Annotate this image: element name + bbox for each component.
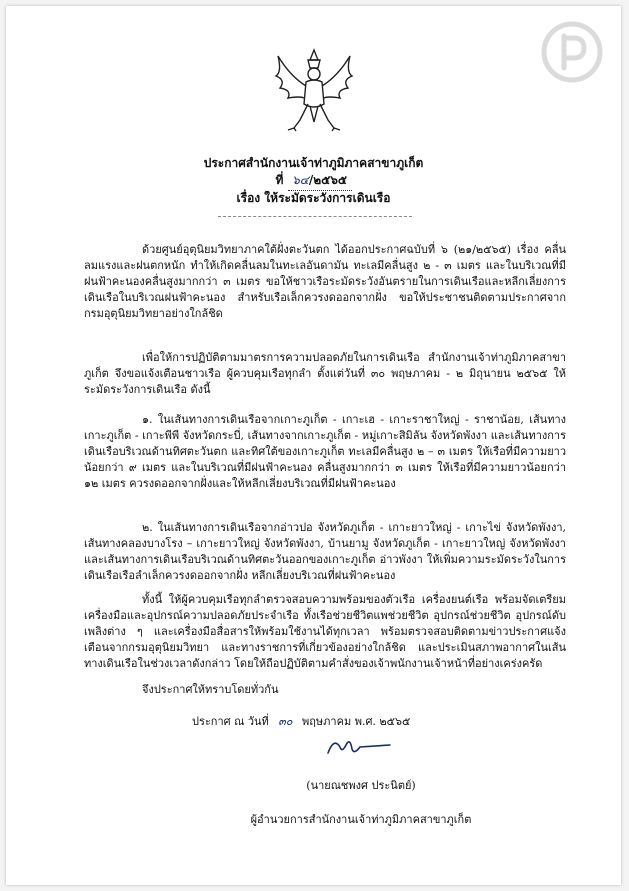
signer-title: ผู้อำนวยการสำนักงานเจ้าท่าภูมิภาคสาขาภูเก็ต	[250, 813, 472, 826]
number-prefix: ที่	[275, 173, 284, 187]
paragraph-route-2: ๒. ในเส้นทางการเดินเรือจากอ่าวปอ จังหวัดภูเก็ต - เกาะยาวใหญ่ - เกาะไข่ จังหวัดพังงา, เส้นทางคลองบางโรง – เกาะยาวใหญ่ จังหวัดพังงา, บ้านยามู จังหวัดภูเก็ต - เกาะยาวใหญ่ จังหวัดพังงา และเส้นทางการเดินเรือบริเวณด้านทิศตะวันออกของเกาะภูเก็ต อ่าวพังงา ให้เพิ่มความระมัดระวังในการเดินเรือเรือลำเล็กควรงดออกจากฝั่ง หลีกเลี่ยงบริเวณที่ฝนฟ้าคะนอง	[84, 521, 566, 582]
paragraph-closing: จึงประกาศให้ทราบโดยทั่วกัน	[142, 683, 279, 696]
garuda-emblem-icon	[268, 46, 360, 132]
number-value	[288, 171, 352, 191]
paragraph-weather-notice: ด้วยศูนย์อุตุนิยมวิทยาภาคใต้ฝั่งตะวันตก ได้ออกประกาศฉบับที่ ๖ (๒๑/๒๕๖๕) เรื่อง คลื่นลมแรงและฝนตกหนัก ทำให้เกิดคลื่นลมในทะเลอันดามัน ทะเลมีคลื่นสูง ๒ - ๓ เมตร และในบริเวณที่มีฝนฟ้าคะนองคลื่นสูงมากกว่า ๓ เมตร ขอให้ชาวเรือระมัดระวังอันตรายในการเดินเรือและหลีกเลี่ยงการเดินเรือในบริเวณฝนฟ้าคะนอง สำหรับเรือเล็กควรงดออกจากฝั่ง ขอให้ประชาชนติดตามประกาศจากกรมอุตุนิยมวิทยาอย่างใกล้ชิด	[84, 243, 566, 320]
paragraph-safety-measures: เพื่อให้การปฏิบัติตามมาตรการความปลอดภัยในการเดินเรือ สำนักงานเจ้าท่าภูมิภาคสาขาภูเก็ต จึงขอแจ้งเตือนชาวเรือ ผู้ควบคุมเรือทุกลำ ตั้งแต่วันที่ ๓๐ พฤษภาคม - ๒ มิถุนายน ๒๕๖๕ ให้ระมัดระวังการเดินเรือ ดังนี้	[84, 351, 566, 396]
document-number	[6, 171, 621, 191]
paragraph-route-1: ๑. ในเส้นทางการเดินเรือจากเกาะภูเก็ต - เกาะเฮ - เกาะราชาใหญ่ - ราชาน้อย, เส้นทางเกาะภูเก็ต - เกาะพีพี จังหวัดกระบี่, เส้นทางจากเกาะภูเก็ต - หมู่เกาะสิมิลัน จังหวัดพังงา และเส้นทางการเดินเรือบริเวณด้านทิศตะวันตก และทิศใต้ของเกาะภูเก็ต ทะเลมีคลื่นสูง ๒ – ๓ เมตร ให้เรือที่มีความยาวน้อยกว่า ๙ เมตร และในบริเวณที่มีฝนฟ้าคะนอง คลื่นสูงมากกว่า ๓ เมตร ให้เรือที่มีความยาวน้อยกว่า ๑๒ เมตร ควรงดออกจากฝั่งและให้หลีกเลี่ยงบริเวณที่มีฝนฟ้าคะนอง	[84, 413, 566, 490]
signature-icon	[324, 733, 394, 759]
date-suffix: พฤษภาคม พ.ศ. ๒๕๖๕	[302, 715, 411, 728]
paragraph-preparation: ทั้งนี้ ให้ผู้ควบคุมเรือทุกลำตรวจสอบความพร้อมของตัวเรือ เครื่องยนต์เรือ พร้อมจัดเตรียมเครื่องมือและอุปกรณ์ความปลอดภัยประจำเรือ ทั้งเรือช่วยชีวิตแพช่วยชีวิต อุปกรณ์ช่วยชีวิต อุปกรณ์ดับเพลิงต่าง ๆ และเครื่องมือสื่อสารให้พร้อมใช้งานได้ทุกเวลา พร้อมตรวจสอบติดตามข่าวประกาศแจ้งเตือนจากกรมอุตุนิยมวิทยา และทางราชการที่เกี่ยวข้องอย่างใกล้ชิด และประเมินสภาพอากาศในเส้นทางเดินเรือในช่วงเวลาดังกล่าว โดยให้ถือปฏิบัติตามคำสั่งของเจ้าพนักงานเจ้าหน้าที่อย่างเคร่งครัด	[84, 593, 566, 670]
header-divider	[218, 216, 412, 217]
number-suffix: /๒๕๖๕	[308, 173, 347, 187]
document-page	[6, 6, 621, 885]
date-prefix: ประกาศ ณ วันที่	[192, 715, 269, 728]
signer-name: (นายณชพงศ ประนิตย์)	[306, 779, 416, 792]
document-title: ประกาศสำนักงานเจ้าท่าภูมิภาคสาขาภูเก็ต	[203, 156, 424, 170]
date-day-handwritten: ๓๐	[278, 715, 293, 728]
number-handwritten: ๖๔	[292, 173, 309, 187]
announcement-date	[192, 712, 410, 730]
document-subject: เรื่อง ให้ระมัดระวังการเดินเรือ	[236, 191, 391, 205]
circle-logo-watermark-icon	[540, 20, 604, 84]
